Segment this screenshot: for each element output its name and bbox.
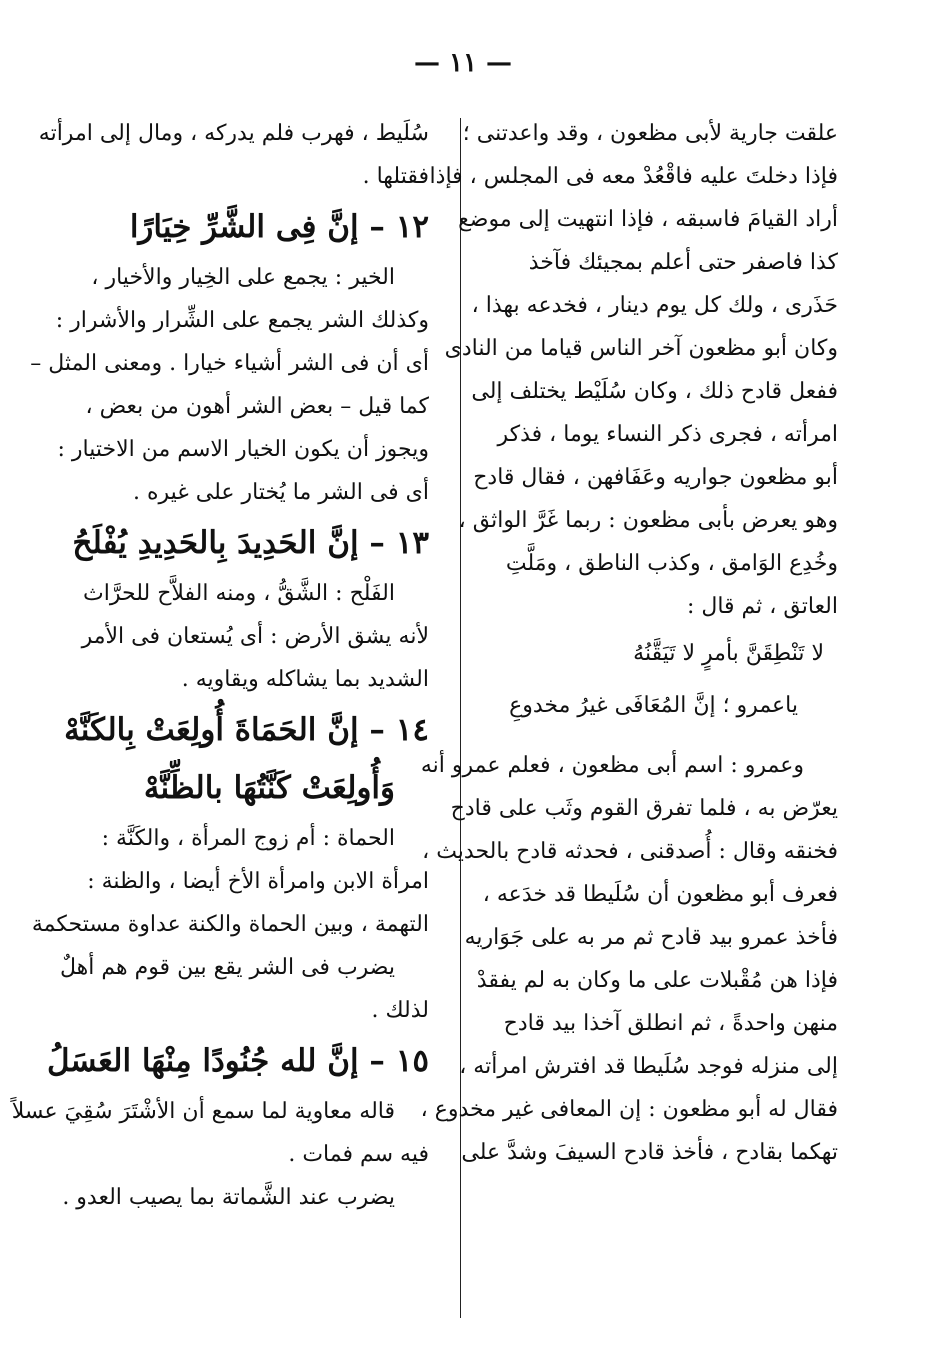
proverb-15-note: يضرب عند الشَّماتة بما يصيب العدو . xyxy=(62,1185,395,1210)
text-line: تهكما بقادح ، فأخذ قادح السيفَ وشدَّ على xyxy=(461,1140,838,1165)
proverb-12-heading: ١٢ – إنَّ فِى الشَّرِّ خِيَارًا xyxy=(129,209,429,245)
text-line: يضرب فى الشر يقع بين قوم هم أهلٌ xyxy=(59,955,395,980)
text-line: فيه سم فمات . xyxy=(288,1142,429,1167)
text-line: الحماة : أم زوج المرأة ، والكَنَّة : xyxy=(101,826,395,851)
text-line: الشديد بما يشاكله ويقاويه . xyxy=(181,667,429,692)
text-line: وخُدِع الوَامق ، وكذب الناطق ، ومَلَّتِ xyxy=(505,551,838,576)
proverb-14-heading: ١٤ – إنَّ الحَمَاةَ أُولِعَتْ بِالكَنَّهْ xyxy=(64,712,429,748)
proverb-14-heading-second: وَأُولِعَتْ كَنَّتُهَا بالظِّنَّهْ xyxy=(143,770,395,806)
text-line: أراد القيامَ فاسبقه ، فإذا انتهيت إلى موضع xyxy=(458,207,838,232)
text-line: التهمة ، وبين الحماة والكنة عداوة مستحكمة xyxy=(31,912,429,937)
text-line: فإذا دخلتَ عليه فاقْعُدْ معه فى المجلس ، فإذا xyxy=(429,164,838,189)
text-line: لذلك . xyxy=(371,998,429,1023)
text-line: كذا فاصفر حتى أعلم بمجيئك فآخذ xyxy=(528,250,838,275)
text-line: العاتق ، ثم قال : xyxy=(686,594,838,619)
text-line: فقال له أبو مظعون : إن المعافى غير مخدوع ، xyxy=(420,1097,838,1122)
text-line: فإذا هن مُقْبلات على ما وكان به لم يفقدْ xyxy=(476,968,838,993)
text-line: أبو مظعون جواريه وعَفَافهن ، فقال قادح xyxy=(473,465,838,490)
page-number: — ١١ — xyxy=(413,48,513,78)
text-line: فقتلها . xyxy=(362,164,429,189)
text-line: فأخذ عمرو بيد قادح ثم مر به على جَوَاريه xyxy=(464,925,838,950)
proverb-13-heading: ١٣ – إنَّ الحَدِيدَ بِالحَدِيدِ يُفْلَحُ xyxy=(72,525,429,561)
text-line: وهو يعرض بأبى مظعون : ربما غَرَّ الواثق ، xyxy=(458,508,838,533)
text-line: سُلَيط ، فهرب فلم يدركه ، ومال إلى امرأته xyxy=(38,121,429,146)
text-line: حَذَرى ، ولك كل يوم دينار ، فخدعه بهذا ، xyxy=(471,293,838,318)
text-line: امرأته ، فجرى ذكر النساء يوما ، فذكر xyxy=(497,422,838,447)
text-line: الفَلْح : الشَّقُّ ، ومنه الفلاَّح للحرَّاث xyxy=(83,581,395,606)
text-line: منهن واحدةً ، ثم انطلق آخذا بيد قادح xyxy=(503,1011,838,1036)
text-line: لأنه يشق الأرض : أى يُستعان فى الأمر xyxy=(81,624,429,649)
text-line: قاله معاوية لما سمع أن الأشْتَرَ سُقِيَ عسلاً xyxy=(11,1099,395,1124)
text-line: امرأة الابن وامرأة الأخ أيضا ، والظنة : xyxy=(87,869,429,894)
text-line: وعمرو : اسم أبى مظعون ، فعلم عمرو أنه xyxy=(420,753,804,778)
text-line: أى فى الشر ما يُختار على غيره . xyxy=(132,480,429,505)
text-line: إلى منزله فوجد سُلَيطا قد افترش امرأته ، xyxy=(459,1054,838,1079)
text-line: ويجوز أن يكون الخيار الاسم من الاختيار : xyxy=(57,437,429,462)
text-line: يعرّض به ، فلما تفرق القوم وثَب على قادح xyxy=(450,796,838,821)
text-line: فعرف أبو مظعون أن سُلَيطا قد خدَعه ، xyxy=(482,882,838,907)
text-line: فخنقه وقال : أُصدقنى ، فحدثه قادح بالحديث ، xyxy=(422,839,838,864)
text-line: كما قيل – بعض الشر أهون من بعض ، xyxy=(85,394,429,419)
verse-line-2: ياعمرو ؛ إنَّ المُعَافَى غيرُ مخدوعِ xyxy=(509,693,798,718)
text-line: أى أن فى الشر أشياء خيارا . ومعنى المثل – xyxy=(30,351,429,376)
left-column xyxy=(11,112,429,1219)
text-line: ففعل قادح ذلك ، وكان سُلَيْط يختلف إلى xyxy=(471,379,838,404)
text-line: الخير : يجمع على الخِيار والأخيار ، xyxy=(91,265,395,290)
right-column xyxy=(420,112,838,1174)
verse-line-1: لا تَنْطِقَنَّ بأمرٍ لا تَيَقَّنُهُ xyxy=(633,641,824,666)
text-line: وكذلك الشر يجمع على الشِّرار والأشرار : xyxy=(55,308,429,333)
text-line: وكان أبو مظعون آخر الناس قياما من النادى xyxy=(444,336,838,361)
proverb-15-heading: ١٥ – إنَّ لله جُنُودًا مِنْهَا العَسَلُ xyxy=(46,1043,429,1079)
text-line: علقت جارية لأبى مظعون ، وقد واعدتنى ؛ xyxy=(462,121,838,146)
